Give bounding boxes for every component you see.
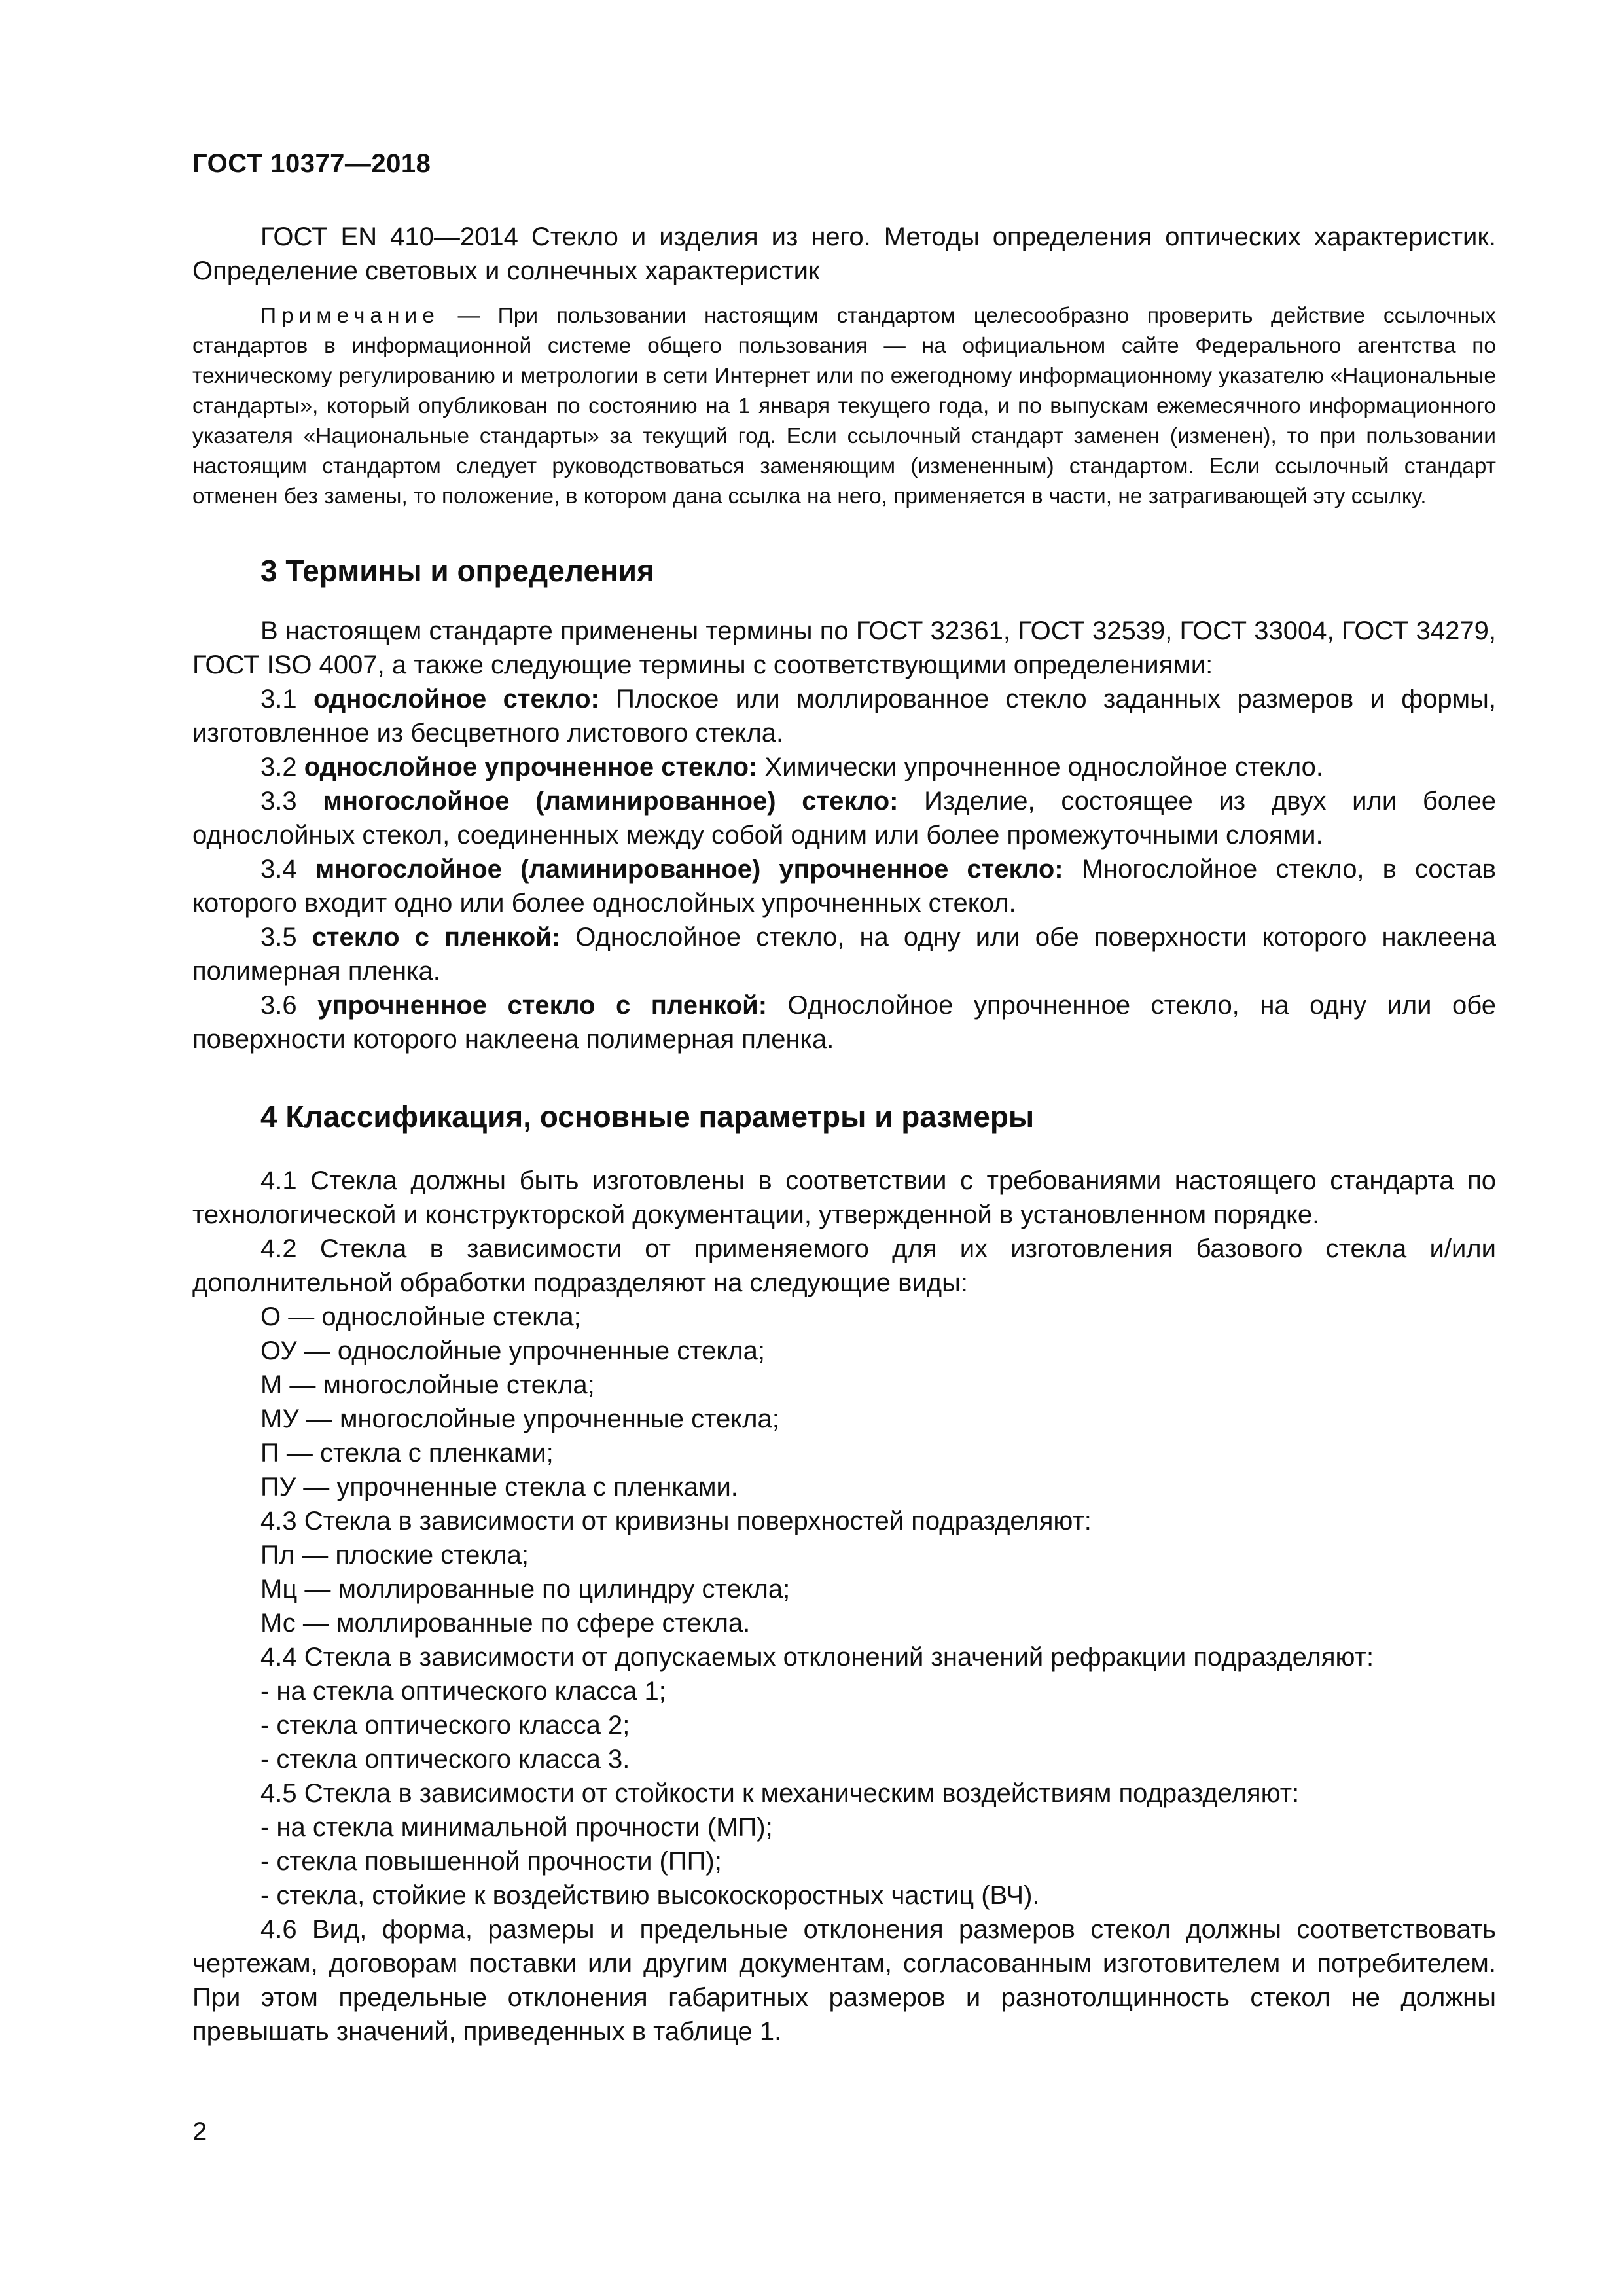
list-item: Пл — плоские стекла; [260, 1541, 529, 1570]
clause-4-6: 4.6 Вид, форма, размеры и предельные отклонения размеров стекол должны соответствовать чертежам, договорам поставки или другим документам, согласованным изготовителем и потребителем. При этом предельные отклонения габаритных размеров и разнотолщинность стекол не должны превышать значений, приведенных в таблице 1. [192, 1915, 1496, 2046]
term-definition: 3.2 однослойное упрочненное стекло: Химически упрочненное однослойное стекло. [260, 753, 1324, 781]
section-3-intro: В настоящем стандарте применены термины по ГОСТ 32361, ГОСТ 32539, ГОСТ 33004, ГОСТ 34279, ГОСТ ISO 4007, а также следующие термины с соответствующими определениями: [192, 617, 1496, 679]
list-item: - стекла оптического класса 2; [260, 1711, 630, 1740]
list-item: Мс — моллированные по сфере стекла. [260, 1609, 751, 1638]
clause-4-5: 4.5 Стекла в зависимости от стойкости к механическим воздействиям подразделяют: [260, 1779, 1300, 1808]
term-definition: 3.6 упрочненное стекло с пленкой: Однослойное упрочненное стекло, на одну или обе поверхности которого наклеена полимерная пленка. [192, 991, 1496, 1054]
term-definition: 3.4 многослойное (ламинированное) упрочненное стекло: Многослойное стекло, в состав которого входит одно или более однослойных упрочненных стекол. [192, 855, 1496, 918]
document-code: ГОСТ 10377—2018 [192, 149, 431, 178]
note-text: — При пользовании настоящим стандартом целесообразно проверить действие ссылочных стандартов в информационной системе общего пользования — на официальном сайте Федерального агентства по техническому регулированию и метрологии в сети Интернет или по ежегодному информационному указателю «Национальные стандарты», который опубликован по состоянию на 1 января текущего года, и по выпускам ежемесячного информационного указателя «Национальные стандарты» за текущий год. Если ссылочный стандарт заменен (изменен), то при пользовании настоящим стандартом следует руководствоваться заменяющим (измененным) стандартом. Если ссылочный стандарт отменен без замены, то положение, в котором дана ссылка на него, применяется в части, не затрагивающей эту ссылку. [192, 304, 1496, 509]
list-item: - стекла, стойкие к воздействию высокоскоростных частиц (ВЧ). [260, 1881, 1040, 1910]
term-definition: 3.1 однослойное стекло: Плоское или моллированное стекло заданных размеров и формы, изготовленное из бесцветного листового стекла. [192, 685, 1497, 747]
note-label: Примечание [260, 304, 440, 328]
term-name: многослойное (ламинированное) упрочненное стекло: [315, 855, 1063, 884]
term-definition: 3.5 стекло с пленкой: Однослойное стекло, на одну или обе поверхности которого наклеена полимерная пленка. [192, 923, 1496, 986]
term-name: однослойное стекло: [313, 685, 599, 713]
list-item: М — многослойные стекла; [260, 1371, 595, 1399]
list-item: - на стекла оптического класса 1; [260, 1677, 666, 1706]
list-item: Мц — моллированные по цилиндру стекла; [260, 1575, 791, 1604]
term-name: упрочненное стекло с пленкой: [317, 991, 768, 1020]
clause-4-3: 4.3 Стекла в зависимости от кривизны поверхностей подразделяют: [260, 1507, 1092, 1535]
list-item: ОУ — однослойные упрочненные стекла; [260, 1336, 765, 1365]
list-item: - стекла оптического класса 3. [260, 1745, 630, 1774]
normative-reference-item: ГОСТ EN 410—2014 Стекло и изделия из него. Методы определения оптических характеристик. Определение световых и солнечных характеристик [192, 223, 1496, 285]
clause-4-4: 4.4 Стекла в зависимости от допускаемых отклонений значений рефракции подразделяют: [260, 1643, 1374, 1672]
list-item: П — стекла с пленками; [260, 1439, 554, 1467]
document-body [192, 220, 1496, 2049]
term-name: многослойное (ламинированное) стекло: [323, 787, 899, 816]
list-item: - на стекла минимальной прочности (МП); [260, 1813, 773, 1842]
list-item: - стекла повышенной прочности (ПП); [260, 1847, 722, 1876]
term-name: стекло с пленкой: [312, 923, 561, 952]
list-item: МУ — многослойные упрочненные стекла; [260, 1405, 779, 1433]
clause-4-2: 4.2 Стекла в зависимости от применяемого для их изготовления базового стекла и/или дополнительной обработки подразделяют на следующие виды: [192, 1234, 1496, 1297]
term-name: однослойное упрочненное стекло: [304, 753, 758, 781]
term-definition: 3.3 многослойное (ламинированное) стекло: Изделие, состоящее из двух или более однослойных стекол, соединенных между собой одним или более промежуточными слоями. [192, 787, 1496, 850]
clause-4-1: 4.1 Стекла должны быть изготовлены в соответствии с требованиями настоящего стандарта по технологической и конструкторской документации, утвержденной в установленном порядке. [192, 1166, 1496, 1229]
section-4-heading: 4 Классификация, основные параметры и размеры [260, 1100, 1035, 1134]
page-number: 2 [192, 2117, 207, 2146]
list-item: О — однослойные стекла; [260, 1302, 581, 1331]
list-item: ПУ — упрочненные стекла с пленками. [260, 1473, 738, 1501]
note-paragraph [192, 301, 1496, 512]
section-3-heading: 3 Термины и определения [260, 554, 654, 588]
